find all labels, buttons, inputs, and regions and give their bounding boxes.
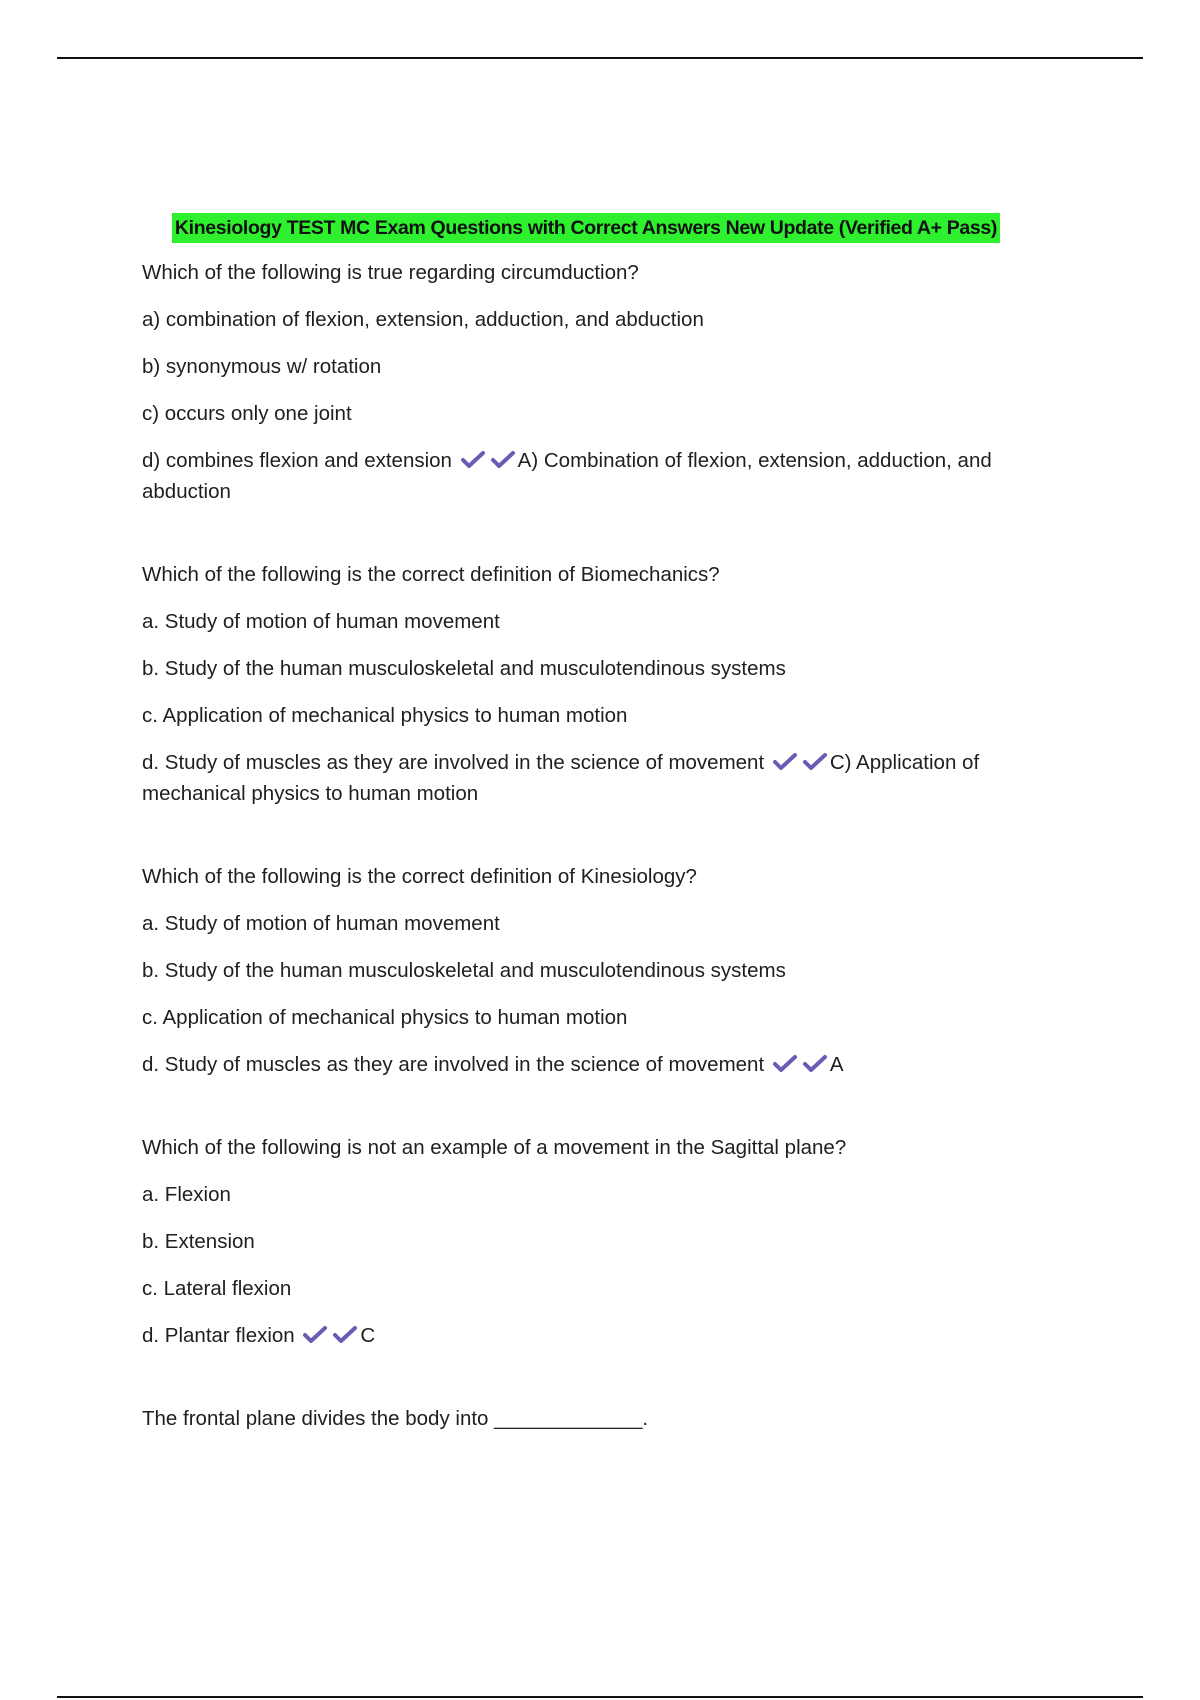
option-a: a. Flexion	[142, 1183, 231, 1206]
option-b: b. Study of the human musculoskeletal and musculotendinous systems	[142, 657, 786, 680]
header-rule	[57, 57, 1143, 59]
question-block	[142, 1132, 1062, 1351]
option-b: b. Extension	[142, 1230, 255, 1253]
title-wrap	[126, 212, 1046, 243]
option-b: b. Study of the human musculoskeletal and musculotendinous systems	[142, 959, 786, 982]
check-icon	[302, 1325, 328, 1345]
question-block	[142, 559, 1062, 809]
check-icon	[772, 1054, 798, 1074]
check-icon	[490, 450, 516, 470]
check-icon	[460, 450, 486, 470]
option-d-with-answer	[142, 1320, 1062, 1351]
correct-answer: C	[360, 1324, 376, 1347]
option-d-with-answer	[142, 1049, 1062, 1080]
option-a: a) combination of flexion, extension, adduction, and abduction	[142, 308, 704, 331]
option-a: a. Study of motion of human movement	[142, 610, 500, 633]
question-text: Which of the following is the correct definition of Kinesiology?	[142, 865, 697, 888]
check-icon	[332, 1325, 358, 1345]
option-a: a. Study of motion of human movement	[142, 912, 500, 935]
check-icon	[802, 1054, 828, 1074]
question-block	[142, 861, 1062, 1080]
question-block	[142, 1403, 1062, 1434]
option-c: c. Lateral flexion	[142, 1277, 292, 1300]
option-c: c. Application of mechanical physics to human motion	[142, 1006, 628, 1029]
correct-answer: A	[829, 1053, 844, 1076]
option-c: c. Application of mechanical physics to human motion	[142, 704, 628, 727]
footer-rule	[57, 1696, 1143, 1698]
option-d: d) combines flexion and extension	[142, 449, 452, 472]
option-d: d. Plantar flexion	[142, 1324, 295, 1347]
option-b: b) synonymous w/ rotation	[142, 355, 382, 378]
document-title: Kinesiology TEST MC Exam Questions with Correct Answers New Update (Verified A+ Pass)	[172, 213, 1000, 243]
correct-answer: A) Combination of flexion, extension, adduction, and abduction	[142, 449, 992, 503]
correct-answer: C) Application of mechanical physics to human motion	[142, 751, 980, 805]
question-text: Which of the following is not an example of a movement in the Sagittal plane?	[142, 1136, 847, 1159]
question-text: Which of the following is true regarding circumduction?	[142, 261, 639, 284]
document-page	[142, 212, 1062, 1472]
question-text: The frontal plane divides the body into _____________.	[142, 1407, 649, 1430]
option-d-with-answer	[142, 747, 1062, 809]
option-c: c) occurs only one joint	[142, 402, 352, 425]
option-d: d. Study of muscles as they are involved in the science of movement	[142, 751, 765, 774]
option-d-with-answer	[142, 445, 1062, 507]
question-text: Which of the following is the correct definition of Biomechanics?	[142, 563, 720, 586]
check-icon	[802, 752, 828, 772]
option-d: d. Study of muscles as they are involved in the science of movement	[142, 1053, 765, 1076]
question-block	[142, 257, 1062, 507]
check-icon	[772, 752, 798, 772]
